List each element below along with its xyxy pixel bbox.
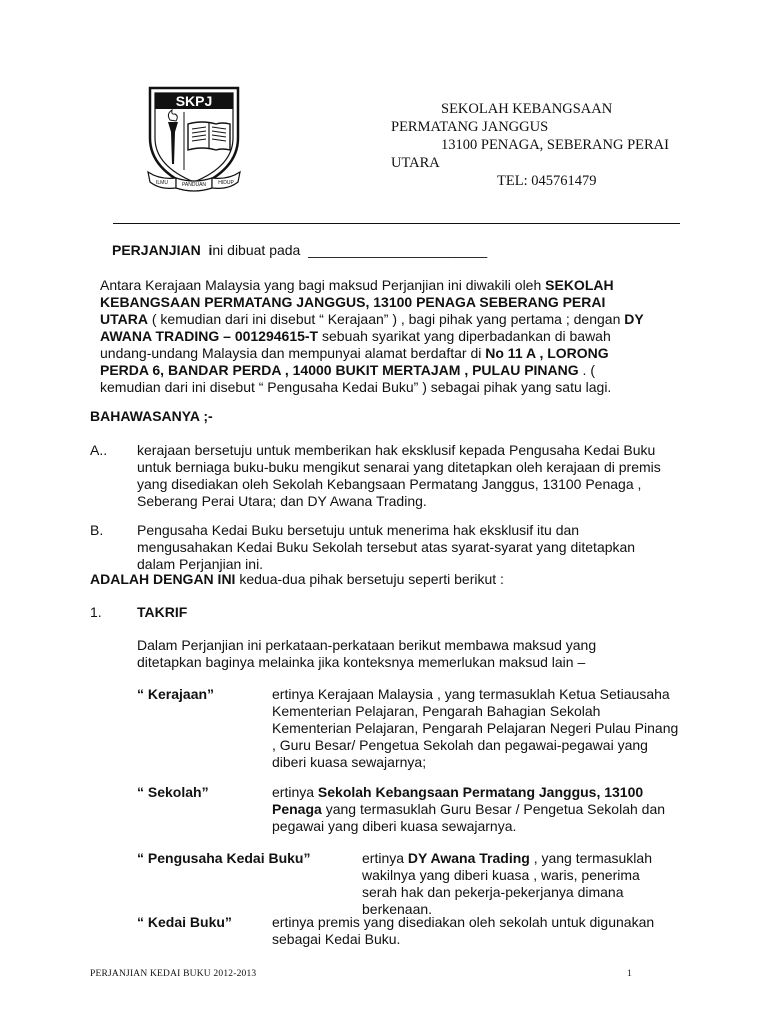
recital-b-marker: B. [90,522,104,538]
logo-ribbon-left: ILMU [156,180,168,186]
def-sekolah-text [272,784,667,835]
section-1-heading: TAKRIF [137,604,188,620]
def-kedai-text: ertinya premis yang disediakan oleh sekolah untuk digunakan sebagai Kedai Buku. [272,914,655,947]
def-sekolah-t2: yang termasuklah Guru Besar / Pengetua Sekolah dan pegawai yang diberi kuasa sewajarnya. [272,801,666,834]
logo-text: SKPJ [175,93,213,109]
recital-a-text: kerajaan bersetuju untuk memberikan hak eksklusif kepada Pengusaha Kedai Buku untuk berniaga buku-buku mengikut senarai yang ditetapkan oleh kerajaan di premis yang disediakan oleh Sekolah Kebangsaan Permatang Janggus, 13100 Penaga , Seberang Perai Utara; dan DY Awana Trading. [137,442,661,509]
section-1-intro: Dalam Perjanjian ini perkataan-perkataan berikut membawa maksud yang ditetapkan baginya melainka jika konteksnya memerlukan maksud lain – [137,637,597,670]
def-kerajaan-term: “ Kerajaan” [137,686,215,702]
intro-text-3: sebuah syarikat yang diperbadankan di bawah undang-undang Malaysia dan mempunyai alamat berdaftar di [100,328,611,361]
adalah-line [90,571,504,588]
agreement-date-line [112,242,487,259]
logo-ribbon-right: HIDUP [218,180,234,186]
date-blank: _______________________ [308,242,488,258]
def-sekolah-bold: Sekolah Kebangsaan Permatang Janggus, 13100 Penaga [272,784,644,817]
letterhead-line3: 13100 PENAGA, SEBERANG PERAI [441,137,669,153]
def-sekolah-term: “ Sekolah” [137,784,209,800]
intro-text-2: ( kemudian dari ini disebut “ Kerajaan” ) , bagi pihak yang pertama ; dengan [151,311,625,327]
intro-paragraph [100,277,650,396]
def-pengusaha-term: “ Pengusaha Kedai Buku” [137,850,311,866]
recital-b-text: Pengusaha Kedai Buku bersetuju untuk menerima hak eksklusif itu dan mengusahakan Kedai Buku Sekolah tersebut atas syarat-syarat yang ditetapkan dalam Perjanjian ini. [137,522,636,572]
intro-address: No 11 A , LORONG PERDA 6, BANDAR PERDA , 14000 BUKIT MERTAJAM , PULAU PINANG [100,345,609,378]
def-kerajaan-text: ertinya Kerajaan Malaysia , yang termasuklah Ketua Setiausaha Kementerian Pelajaran, Pengarah Bahagian Sekolah Kementerian Pelajaran, Pengarah Pelajaran Negeri Pulau Pinang , Guru Besar/ Pengetua Sekolah dan pegawai-pegawai yang diberi kuasa sewajarnya; [272,686,679,770]
def-pengusaha-t1: ertinya [362,850,408,866]
adalah-bold: ADALAH DENGAN INI [90,571,236,587]
adalah-text: kedua-dua pihak bersetuju seperti berikut : [235,571,504,587]
agreement-i: i [208,242,213,258]
recital-a-marker: A.. [90,442,108,458]
def-kedai-term: “ Kedai Buku” [137,914,232,930]
def-pengusaha-bold: DY Awana Trading [407,850,530,866]
intro-company-name: DY AWANA TRADING – 001294615-T [100,311,644,344]
logo-ribbon-mid: PANDUAN [181,182,207,188]
section-1-number: 1. [90,604,102,620]
bahawasanya-heading: BAHAWASANYA ;- [90,408,213,424]
school-crest-logo [146,84,242,196]
intro-text-1: Antara Kerajaan Malaysia yang bagi maksud Perjanjian ini diwakili oleh [100,277,546,293]
agreement-label: PERJANJIAN [112,242,201,258]
def-pengusaha-t2: , yang termasuklah wakilnya yang diberi kuasa , waris, penerima serah hak dan pekerja-pekerjanya dimana berkenaan. [362,850,652,917]
footer-title: PERJANJIAN KEDAI BUKU 2012-2013 [90,969,257,979]
def-sekolah-t1: ertinya [272,784,318,800]
intro-text-4: . ( kemudian dari ini disebut “ Pengusaha Kedai Buku” ) sebagai pihak yang satu lagi. [100,362,612,395]
intro-school-name: SEKOLAH KEBANGSAAN PERMATANG JANGGUS, 13100 PENAGA SEBERANG PERAI UTARA [100,277,614,327]
letterhead-line2: PERMATANG JANGGUS [391,119,549,135]
letterhead-divider [113,223,680,224]
letterhead-line1: SEKOLAH KEBANGSAAN [441,101,613,117]
letterhead-line4: UTARA [391,155,440,171]
def-pengusaha-text [362,850,667,918]
agreement-text: ni dibuat pada [212,242,301,258]
footer-page-number: 1 [627,969,632,979]
letterhead-tel: TEL: 045761479 [497,173,597,189]
